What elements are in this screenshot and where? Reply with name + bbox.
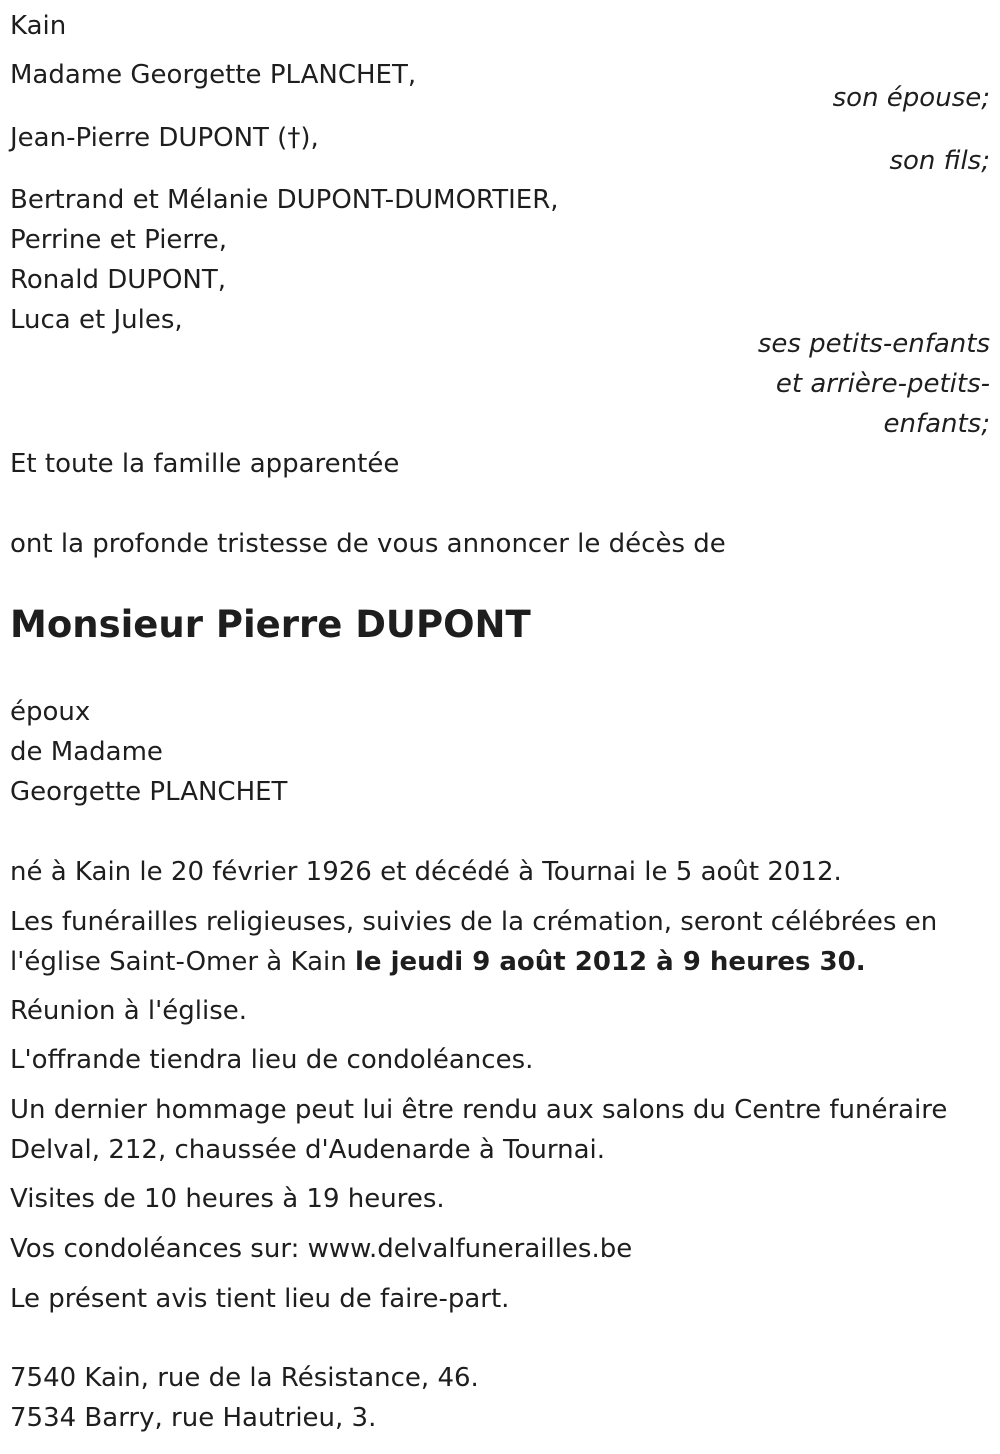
grandchildren-line: Perrine et Pierre, bbox=[10, 225, 228, 255]
meeting-info: Réunion à l'église. bbox=[10, 996, 248, 1026]
address-line: 7540 Kain, rue de la Résistance, 46. bbox=[10, 1363, 479, 1393]
spouse-of-line: Georgette PLANCHET bbox=[10, 777, 288, 807]
son-role: son fils; bbox=[889, 146, 990, 176]
location: Kain bbox=[10, 11, 67, 41]
relatives: Et toute la famille apparentée bbox=[10, 449, 400, 479]
grandchildren-role: ses petits-enfants bbox=[757, 329, 990, 359]
grandchildren-line: Bertrand et Mélanie DUPONT-DUMORTIER, bbox=[10, 185, 559, 215]
spouse-of-line: de Madame bbox=[10, 737, 163, 767]
funeral-info-continued bbox=[10, 942, 866, 982]
spouse-of-line: époux bbox=[10, 697, 91, 727]
birth-death: né à Kain le 20 février 1926 et décédé à Tournai le 5 août 2012. bbox=[10, 857, 842, 887]
notice-info: Le présent avis tient lieu de faire-part. bbox=[10, 1284, 510, 1314]
tribute-info-continued: Delval, 212, chaussée d'Audenarde à Tournai. bbox=[10, 1135, 606, 1165]
son-name-suffix: ), bbox=[300, 123, 319, 153]
address-line: 7534 Barry, rue Hautrieu, 3. bbox=[10, 1403, 377, 1433]
cross-icon: † bbox=[287, 123, 301, 153]
funeral-date: le jeudi 9 août 2012 à 9 heures 30. bbox=[355, 947, 866, 977]
visits-info: Visites de 10 heures à 19 heures. bbox=[10, 1184, 445, 1214]
condolences-info: Vos condoléances sur: www.delvalfunerailles.be bbox=[10, 1234, 633, 1264]
spouse-name: Madame Georgette PLANCHET, bbox=[10, 60, 417, 90]
funeral-info: Les funérailles religieuses, suivies de la crémation, seront célébrées en bbox=[10, 907, 938, 937]
grandchildren-line: Luca et Jules, bbox=[10, 305, 183, 335]
grandchildren-role: et arrière-petits- bbox=[775, 369, 990, 399]
deceased-name: Monsieur Pierre DUPONT bbox=[10, 603, 531, 646]
tribute-info: Un dernier hommage peut lui être rendu aux salons du Centre funéraire bbox=[10, 1095, 948, 1125]
offering-info: L'offrande tiendra lieu de condoléances. bbox=[10, 1045, 534, 1075]
son-name-text: Jean-Pierre DUPONT ( bbox=[10, 123, 288, 153]
grandchildren-line: Ronald DUPONT, bbox=[10, 265, 226, 295]
son-name bbox=[10, 118, 319, 158]
grandchildren-role: enfants; bbox=[883, 409, 990, 439]
funeral-place: l'église Saint-Omer à Kain bbox=[10, 947, 355, 977]
announcement: ont la profonde tristesse de vous annoncer le décès de bbox=[10, 529, 726, 559]
spouse-role: son épouse; bbox=[832, 83, 990, 113]
